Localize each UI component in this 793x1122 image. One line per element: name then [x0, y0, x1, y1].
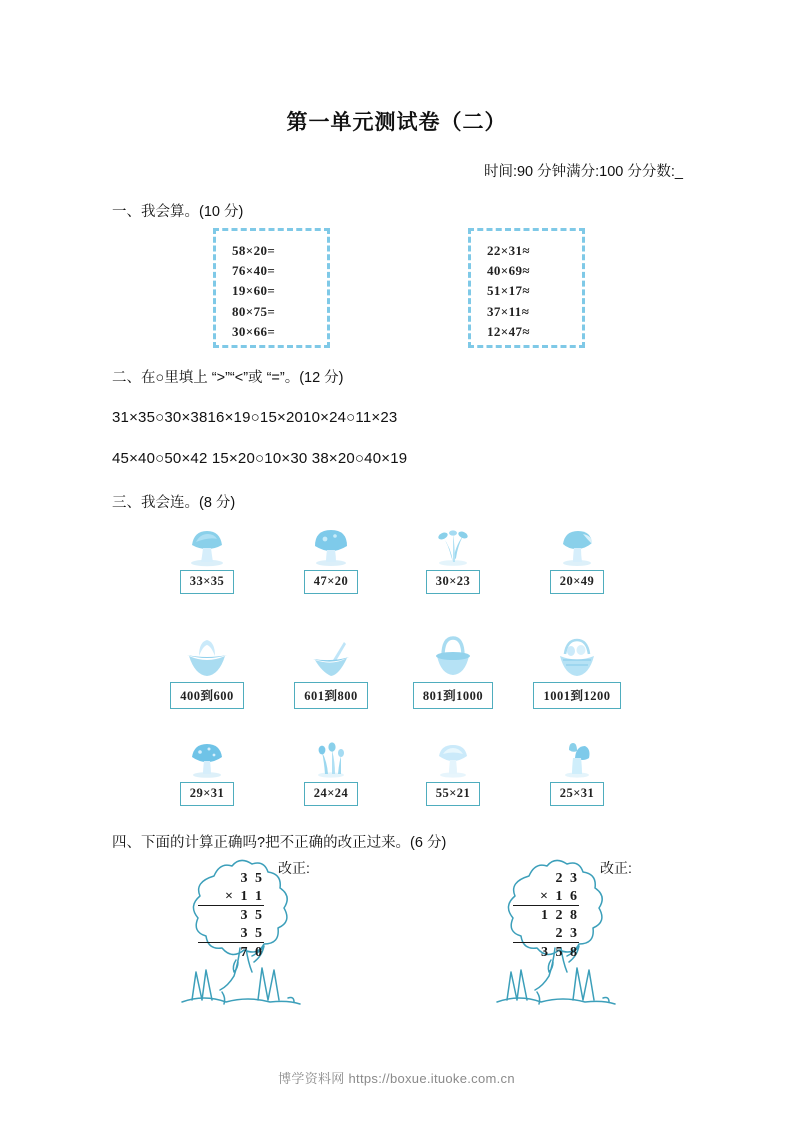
mushroom-single-icon	[145, 516, 269, 568]
match-item[interactable]	[515, 728, 639, 806]
expression: 80×75=	[232, 303, 276, 319]
expression: 19×60=	[232, 283, 276, 299]
basket-tilted-icon	[269, 628, 393, 680]
section-4-heading: 四、下面的计算正确吗?把不正确的改正过来。(6 分)	[112, 835, 447, 851]
calc-box-left	[213, 228, 330, 348]
basket-open-icon	[145, 628, 269, 680]
match-label: 20×49	[550, 570, 605, 594]
product-total: 7 0	[198, 942, 264, 962]
match-item[interactable]	[391, 516, 515, 594]
mushroom-pale-icon	[391, 728, 515, 780]
basket-full-icon	[515, 628, 639, 680]
match-label: 801到1000	[413, 682, 493, 709]
match-item[interactable]	[145, 516, 269, 594]
expression: 37×11≈	[487, 303, 530, 319]
match-item[interactable]	[391, 728, 515, 806]
match-label: 25×31	[550, 782, 605, 806]
match-item[interactable]	[145, 628, 269, 709]
match-label: 1001到1200	[533, 682, 620, 709]
match-item[interactable]	[145, 728, 269, 806]
match-label: 601到800	[294, 682, 368, 709]
product-total: 3 5 8	[513, 942, 579, 962]
tree-problem-1	[140, 852, 340, 1022]
partial-product-1: 3 5	[198, 905, 264, 925]
correction-label-2: 改正:	[600, 860, 632, 876]
expression: 22×31≈	[487, 243, 530, 258]
expression: 40×69≈	[487, 263, 530, 279]
section-2-heading: 二、在○里填上 “>”“<”或 “=”。(12 分)	[112, 370, 344, 386]
basket-handle-icon	[391, 628, 515, 680]
footer-watermark: 博学资料网 https://boxue.ituoke.com.cn	[278, 1071, 515, 1086]
partial-product-2: 3 5	[240, 925, 264, 941]
expression: 30×66=	[232, 323, 276, 339]
expression: 76×40=	[232, 263, 276, 279]
partial-product-1: 1 2 8	[513, 905, 579, 925]
match-label: 24×24	[304, 782, 359, 806]
calc-box-right	[468, 228, 585, 348]
match-item[interactable]	[515, 628, 639, 709]
mushroom-bud-icon	[515, 728, 639, 780]
multiplicand: 3 5	[240, 871, 264, 886]
comparison-line-2: 45×40○50×42 15×20○10×30 38×20○40×19	[112, 450, 408, 467]
multiplier: × 1 6	[540, 888, 579, 904]
vertical-calculation-2	[513, 870, 579, 962]
match-label: 400到600	[170, 682, 244, 709]
expression: 12×47≈	[487, 323, 530, 339]
mushroom-sprouts-icon	[269, 728, 393, 780]
multiplier: × 1 1	[225, 888, 264, 904]
match-label: 29×31	[180, 782, 235, 806]
mushroom-round-icon	[269, 516, 393, 568]
match-item[interactable]	[269, 728, 393, 806]
section-3-heading: 三、我会连。(8 分)	[112, 495, 236, 511]
expression: 58×20=	[232, 243, 276, 258]
match-item[interactable]	[269, 516, 393, 594]
match-label: 55×21	[426, 782, 481, 806]
vertical-calculation-1	[198, 870, 264, 962]
match-item[interactable]	[391, 628, 515, 709]
mushroom-cluster-tall-icon	[391, 516, 515, 568]
match-label: 47×20	[304, 570, 359, 594]
match-label: 33×35	[180, 570, 235, 594]
mushroom-wide-icon	[515, 516, 639, 568]
mushroom-dotted-icon	[145, 728, 269, 780]
multiplicand: 2 3	[555, 871, 579, 886]
match-item[interactable]	[269, 628, 393, 709]
exam-meta-line: 时间:90 分钟满分:100 分分数:_	[483, 164, 683, 180]
correction-label-1: 改正:	[278, 860, 310, 876]
match-item[interactable]	[515, 516, 639, 594]
comparison-line-1: 31×35○30×3816×19○15×2010×24○11×23	[112, 409, 398, 426]
match-label: 30×23	[426, 570, 481, 594]
expression: 51×17≈	[487, 283, 530, 299]
page-title: 第一单元测试卷（二）	[286, 111, 507, 134]
partial-product-2: 2 3	[555, 925, 579, 941]
section-1-heading: 一、我会算。(10 分)	[112, 204, 244, 220]
